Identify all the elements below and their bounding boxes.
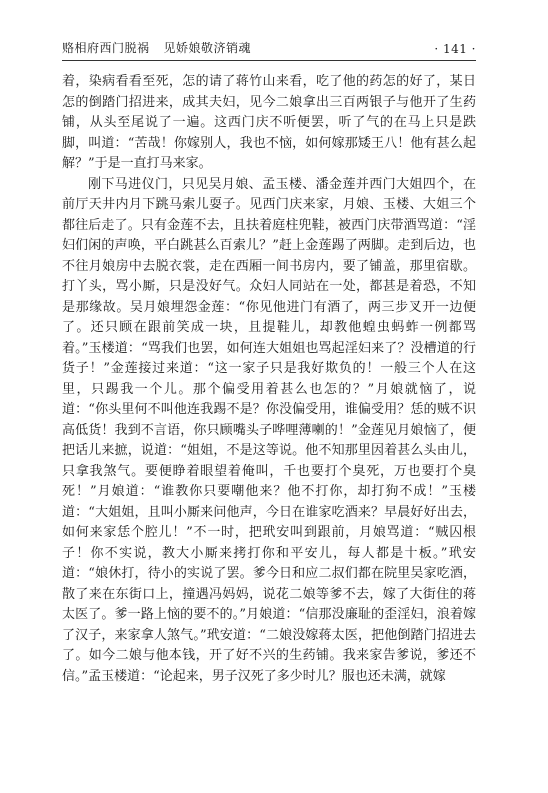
page-number: · 141 · [434, 42, 476, 56]
chapter-title [62, 39, 251, 56]
chapter-title-second-half: 见娇娘敬济销魂 [163, 41, 252, 55]
header-rule [62, 60, 476, 61]
paragraph: 刚下马进仪门，只见吴月娘、孟玉楼、潘金莲并西门大姐四个，在前厅天井内月下跳马索儿耍子。见西门庆来家，月娘、玉楼、大姐三个都往后走了。只有金莲不去，且扶着庭柱兜鞋，被西门庆带酒骂道：“淫妇们闲的声唤，平白跳甚么百索儿？”赶上金莲踢了两脚。走到后边，也不往月娘房中去脱衣裳，走在西厢一间书房内，要了铺盖，那里宿歇。打丫头，骂小厮，只是没好气。众妇人同站在一处，都甚是着恐，不知是那缘故。吴月娘埋怨金莲：“你见他进门有酒了，两三步叉开一边便了。还只顾在跟前笑成一块，且提鞋儿，却教他蝗虫蚂蚱一例都骂着。”玉楼道：“骂我们也罢，如何连大姐姐也骂起淫妇来了？没槽道的行货子！”金莲接过来道：“这一家子只是我好欺负的！一般三个人在这里，只踢我一个儿。那个偏受用着甚么也怎的？”月娘就恼了，说道：“你头里何不叫他连我踢不是？你没偏受用，谁偏受用？恁的贼不识高低货！我到不言语，你只顾嘴头子哗哩薄喇的！”金莲见月娘恼了，便把话儿来摭，说道：“姐姐，不是这等说。他不知那里因着甚么头由儿，只拿我煞气。要便睁着眼望着俺叫，千也要打个臭死，万也要打个臭死！”月娘道：“谁教你只要嘲他来？他不打你，却打狗不成！”玉楼道：“大姐姐，且叫小厮来问他声，今日在谁家吃酒来？早晨好好出去，如何来家恁个腔儿！”不一时，把玳安叫到跟前，月娘骂道：“贼囚根子！你不实说，教大小厮来拷打你和平安儿，每人都是十板。”玳安道：“娘休打，待小的实说了罢。爹今日和应二叔们都在院里吴家吃酒，散了来在东街口上，撞遇冯妈妈，说花二娘等爹不去，嫁了大街住的蒋太医了。爹一路上恼的要不的。”月娘道：“信那没廉耻的歪淫妇，浪着嫁了汉子，来家拿人煞气。”玳安道：“二娘没嫁蒋太医，把他倒踏门招进去了。如今二娘与他本钱，开了好不兴的生药铺。我来家告爹说，爹还不信。”孟玉楼道：“论起来，男子汉死了多少时儿？服也还未满，就嫁 [62, 176, 476, 684]
running-head [62, 38, 476, 56]
body-text [62, 72, 476, 687]
paragraph-continued: 着，染病看看至死，怎的请了蒋竹山来看，吃了他的药怎的好了，某日怎的倒踏门招进来，成其夫妇，见今二娘拿出三百两银子与他开了生药铺，从头至尾说了一遍。这西门庆不听便罢，听了气的在马上只是跌脚，叫道：“苦哉！你嫁别人，我也不恼，如何嫁那矮王八！他有甚么起解？”于是一直打马来家。 [62, 74, 476, 171]
chapter-title-first-half: 赂相府西门脱祸 [62, 41, 150, 55]
